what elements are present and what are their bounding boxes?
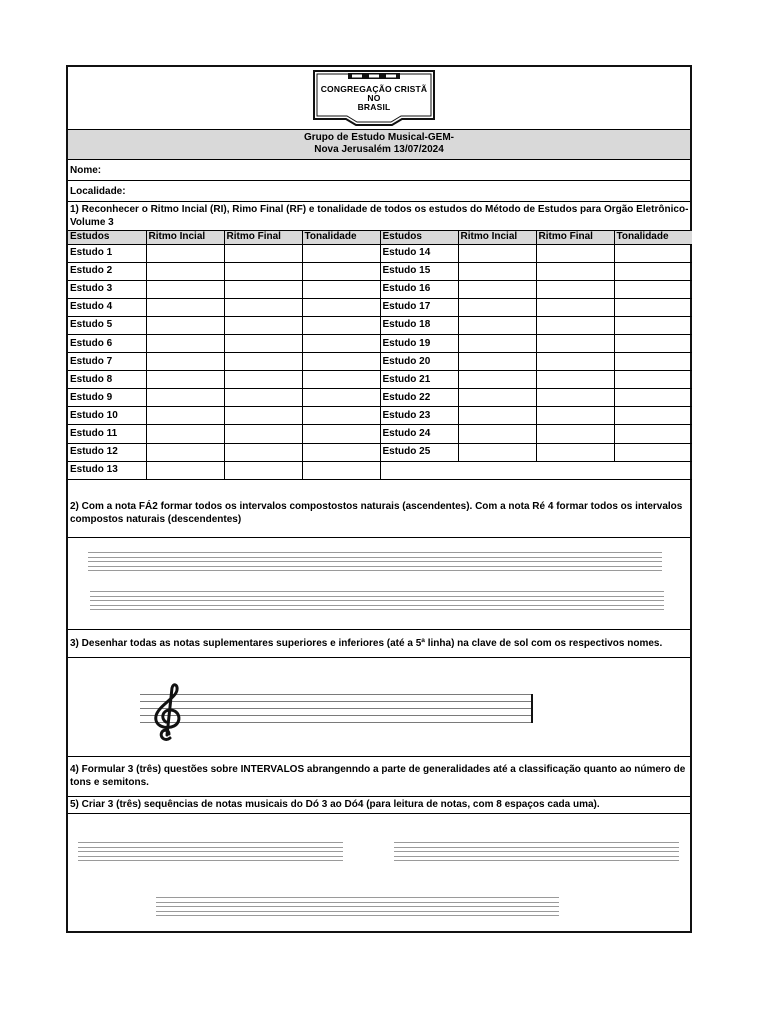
answer-cell[interactable] <box>536 353 614 371</box>
answer-cell[interactable] <box>614 262 692 280</box>
answer-area-2[interactable] <box>68 538 690 630</box>
study-label: Estudo 19 <box>380 334 458 352</box>
answer-cell[interactable] <box>536 262 614 280</box>
answer-cell[interactable] <box>614 425 692 443</box>
study-label: Estudo 18 <box>380 316 458 334</box>
answer-cell[interactable] <box>302 262 380 280</box>
answer-cell[interactable] <box>146 407 224 425</box>
answer-cell[interactable] <box>458 298 536 316</box>
answer-cell[interactable] <box>614 407 692 425</box>
empty-cell <box>380 461 692 479</box>
answer-cell[interactable] <box>614 244 692 262</box>
answer-cell[interactable] <box>302 244 380 262</box>
answer-cell[interactable] <box>224 371 302 389</box>
table-row <box>68 443 692 461</box>
logo-line-2: NO <box>367 93 381 103</box>
study-label: Estudo 10 <box>68 407 146 425</box>
study-label: Estudo 3 <box>68 280 146 298</box>
answer-cell[interactable] <box>146 425 224 443</box>
answer-cell[interactable] <box>146 389 224 407</box>
study-label: Estudo 14 <box>380 244 458 262</box>
question-5 <box>68 797 690 814</box>
study-label: Estudo 1 <box>68 244 146 262</box>
exam-sheet <box>66 65 692 933</box>
answer-area-3[interactable] <box>68 658 690 757</box>
answer-cell[interactable] <box>536 316 614 334</box>
study-label: Estudo 11 <box>68 425 146 443</box>
answer-cell[interactable] <box>224 443 302 461</box>
nome-field[interactable] <box>68 160 690 181</box>
answer-cell[interactable] <box>224 461 302 479</box>
answer-cell[interactable] <box>458 280 536 298</box>
study-label: Estudo 12 <box>68 443 146 461</box>
answer-cell[interactable] <box>224 262 302 280</box>
answer-cell[interactable] <box>614 371 692 389</box>
answer-cell[interactable] <box>224 353 302 371</box>
answer-cell[interactable] <box>302 461 380 479</box>
answer-cell[interactable] <box>224 316 302 334</box>
study-label: Estudo 23 <box>380 407 458 425</box>
answer-cell[interactable] <box>536 298 614 316</box>
table-row <box>68 425 692 443</box>
header-date: Nova Jerusalém 13/07/2024 <box>314 144 444 155</box>
answer-cell[interactable] <box>458 244 536 262</box>
table-row <box>68 389 692 407</box>
table-row <box>68 407 692 425</box>
exam-header <box>68 130 690 160</box>
answer-cell[interactable] <box>302 407 380 425</box>
col-header: Tonalidade <box>302 231 380 244</box>
answer-cell[interactable] <box>302 425 380 443</box>
answer-cell[interactable] <box>146 353 224 371</box>
answer-cell[interactable] <box>224 389 302 407</box>
answer-cell[interactable] <box>614 280 692 298</box>
col-header: Estudos <box>380 231 458 244</box>
answer-cell[interactable] <box>224 244 302 262</box>
answer-cell[interactable] <box>458 389 536 407</box>
answer-cell[interactable] <box>458 316 536 334</box>
col-header: Ritmo Incial <box>458 231 536 244</box>
study-label: Estudo 13 <box>68 461 146 479</box>
staff-lines <box>156 897 559 920</box>
logo-line-3: BRASIL <box>357 102 391 112</box>
answer-cell[interactable] <box>614 298 692 316</box>
study-label: Estudo 17 <box>380 298 458 316</box>
answer-cell[interactable] <box>146 461 224 479</box>
question-1 <box>68 202 690 231</box>
answer-cell[interactable] <box>614 443 692 461</box>
study-label: Estudo 21 <box>380 371 458 389</box>
answer-cell[interactable] <box>302 298 380 316</box>
answer-cell[interactable] <box>614 353 692 371</box>
table-header-row <box>68 231 692 244</box>
answer-cell[interactable] <box>224 298 302 316</box>
question-3-text: 3) Desenhar todas as notas suplementares superiores e inferiores (até a 5ª linha) na clave de sol com os respectivos nomes. <box>70 638 663 649</box>
study-label: Estudo 9 <box>68 389 146 407</box>
answer-cell[interactable] <box>302 389 380 407</box>
answer-cell[interactable] <box>536 443 614 461</box>
treble-clef-icon <box>148 682 188 742</box>
answer-cell[interactable] <box>536 244 614 262</box>
answer-cell[interactable] <box>302 443 380 461</box>
col-header: Tonalidade <box>614 231 692 244</box>
logo-line-1: CONGREGAÇÃO CRISTÃ <box>320 84 428 94</box>
col-header: Ritmo Final <box>536 231 614 244</box>
church-logo <box>312 69 436 127</box>
col-header: Estudos <box>68 231 146 244</box>
table-row <box>68 262 692 280</box>
staff-lines <box>78 842 343 865</box>
answer-cell[interactable] <box>224 425 302 443</box>
answer-cell[interactable] <box>458 262 536 280</box>
answer-cell[interactable] <box>146 280 224 298</box>
study-label: Estudo 22 <box>380 389 458 407</box>
answer-cell[interactable] <box>302 334 380 352</box>
study-label: Estudo 15 <box>380 262 458 280</box>
answer-cell[interactable] <box>536 389 614 407</box>
answer-cell[interactable] <box>146 443 224 461</box>
localidade-field[interactable] <box>68 181 690 202</box>
study-label: Estudo 4 <box>68 298 146 316</box>
answer-cell[interactable] <box>146 371 224 389</box>
answer-cell[interactable] <box>536 407 614 425</box>
staff-lines <box>394 842 679 865</box>
answer-cell[interactable] <box>224 407 302 425</box>
answer-cell[interactable] <box>458 371 536 389</box>
answer-cell[interactable] <box>146 334 224 352</box>
col-header: Ritmo Final <box>224 231 302 244</box>
header-title: Grupo de Estudo Musical-GEM- <box>303 132 454 143</box>
answer-cell[interactable] <box>146 316 224 334</box>
answer-cell[interactable] <box>146 262 224 280</box>
question-4 <box>68 757 690 797</box>
study-label: Estudo 20 <box>380 353 458 371</box>
answer-cell[interactable] <box>458 425 536 443</box>
staff-lines <box>90 591 664 614</box>
end-barline <box>531 694 533 723</box>
staff-lines <box>88 552 662 575</box>
table-row <box>68 371 692 389</box>
answer-cell[interactable] <box>302 353 380 371</box>
answer-cell[interactable] <box>458 334 536 352</box>
answer-area-5[interactable] <box>68 814 690 933</box>
table-row <box>68 461 692 479</box>
question-2 <box>68 498 690 538</box>
study-label: Estudo 8 <box>68 371 146 389</box>
study-label: Estudo 24 <box>380 425 458 443</box>
answer-cell[interactable] <box>302 280 380 298</box>
study-label: Estudo 2 <box>68 262 146 280</box>
answer-cell[interactable] <box>458 443 536 461</box>
answer-cell[interactable] <box>146 298 224 316</box>
question-1-text: 1) Reconhecer o Ritmo Incial (RI), Rimo Final (RF) e tonalidade de todos os estudos do Método de Estudos para Orgão Eletrônico-Volume 3 <box>70 204 689 228</box>
table-row <box>68 353 692 371</box>
study-label: Estudo 6 <box>68 334 146 352</box>
answer-cell[interactable] <box>536 334 614 352</box>
answer-cell[interactable] <box>536 425 614 443</box>
logo-row <box>68 67 690 130</box>
table-row <box>68 244 692 262</box>
table-row <box>68 334 692 352</box>
study-label: Estudo 16 <box>380 280 458 298</box>
answer-cell[interactable] <box>614 389 692 407</box>
nome-label: Nome: <box>70 165 102 176</box>
table-row <box>68 298 692 316</box>
col-header: Ritmo Incial <box>146 231 224 244</box>
answer-cell[interactable] <box>302 316 380 334</box>
study-label: Estudo 7 <box>68 353 146 371</box>
answer-cell[interactable] <box>302 371 380 389</box>
study-label: Estudo 25 <box>380 443 458 461</box>
localidade-label: Localidade: <box>70 186 126 197</box>
table-row <box>68 280 692 298</box>
table-row <box>68 316 692 334</box>
answer-cell[interactable] <box>614 316 692 334</box>
question-3 <box>68 630 690 658</box>
study-label: Estudo 5 <box>68 316 146 334</box>
answer-cell[interactable] <box>458 407 536 425</box>
question-2-text: 2) Com a nota FÁ2 formar todos os intervalos compostostos naturais (ascendentes). Com a nota Ré 4 formar todos os intervalos compostos naturais (descendentes) <box>70 501 683 525</box>
answer-cell[interactable] <box>536 371 614 389</box>
question-4-text: 4) Formular 3 (três) questões sobre INTERVALOS abrangenndo a parte de generalidades até a classificação quanto ao número de tons e semitons. <box>70 764 686 788</box>
question-5-text: 5) Criar 3 (três) sequências de notas musicais do Dó 3 ao Dó4 (para leitura de notas, com 8 espaços cada uma). <box>70 799 600 810</box>
answer-cell[interactable] <box>224 280 302 298</box>
answer-cell[interactable] <box>224 334 302 352</box>
answer-cell[interactable] <box>614 334 692 352</box>
answer-cell[interactable] <box>536 280 614 298</box>
studies-table <box>68 231 692 480</box>
answer-cell[interactable] <box>458 353 536 371</box>
answer-cell[interactable] <box>146 244 224 262</box>
